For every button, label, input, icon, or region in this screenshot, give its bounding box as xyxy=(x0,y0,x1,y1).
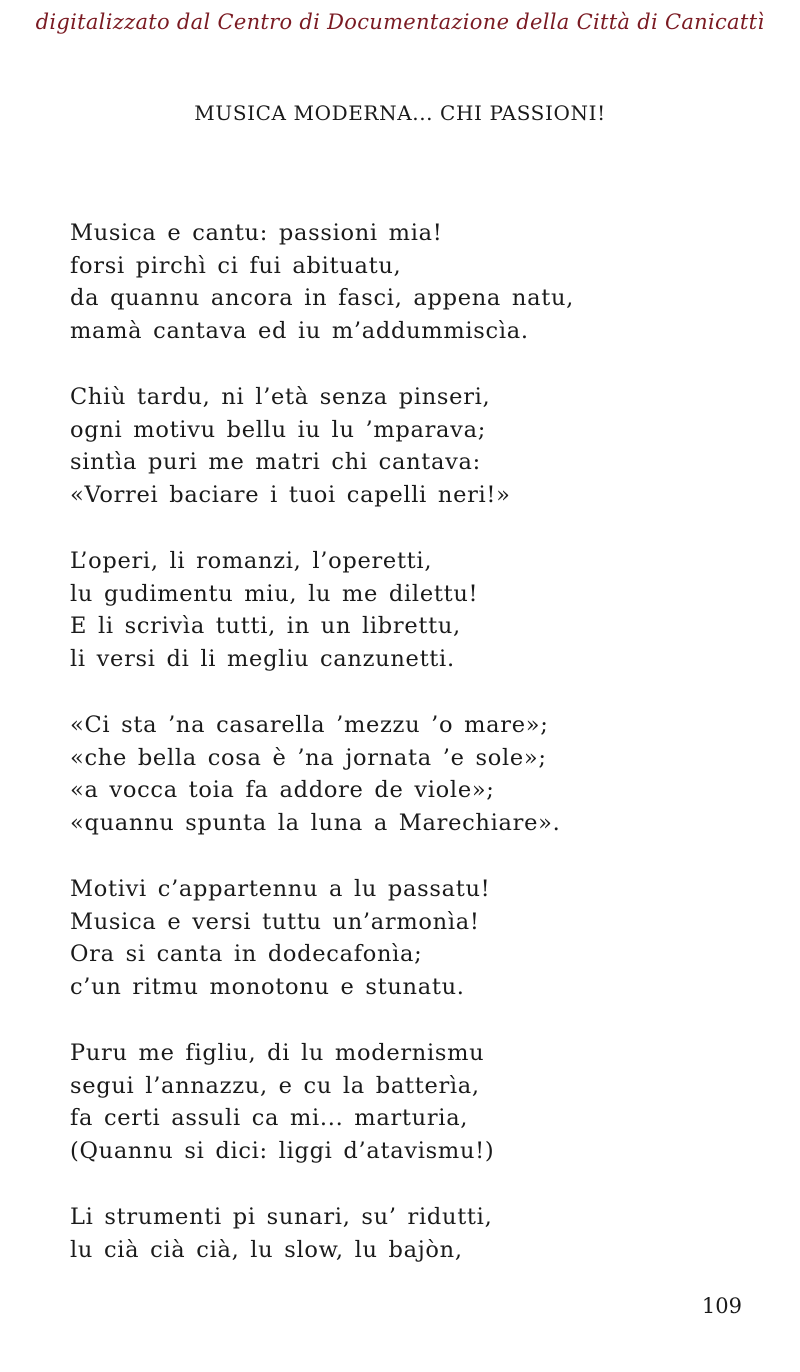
poem-body xyxy=(70,217,750,1300)
verse-line: Li strumenti pi sunari, su’ ridutti, xyxy=(70,1204,493,1230)
poem-title: MUSICA MODERNA... CHI PASSIONI! xyxy=(194,101,606,125)
stanza-7 xyxy=(70,1201,750,1266)
verse-line: Musica e versi tuttu un’armonìa! xyxy=(70,908,480,935)
watermark: digitalizzato dal Centro di Documentazione della Città di Canicattì xyxy=(35,10,765,34)
verse-line: da quannu ancora in fasci, appena natu, xyxy=(70,285,574,311)
verse-line: Puru me figliu, di lu modernismu xyxy=(70,1040,485,1066)
verse-line: c’un ritmu monotonu e stunatu. xyxy=(70,973,465,1000)
stanza-1 xyxy=(70,217,750,347)
verse-line: Chiù tardu, ni l’età senza pinseri, xyxy=(70,384,491,410)
stanza-3 xyxy=(70,545,750,675)
verse-line: lu gudimentu miu, lu me dilettu! xyxy=(70,580,479,607)
stanza-6 xyxy=(70,1037,750,1167)
verse-line: sintìa puri me matri chi cantava: xyxy=(70,449,481,475)
verse-line: fa certi assuli ca mi... marturia, xyxy=(70,1105,469,1131)
verse-line: «quannu spunta la luna a Marechiare». xyxy=(70,809,561,836)
verse-line: ogni motivu bellu iu lu ’mparava; xyxy=(70,416,486,443)
verse-line: li versi di li megliu canzunetti. xyxy=(70,645,455,672)
page-number: 109 xyxy=(701,1294,742,1318)
verse-line: «Vorrei baciare i tuoi capelli neri!» xyxy=(70,481,511,508)
verse-line: «Ci sta ’na casarella ’mezzu ’o mare»; xyxy=(70,712,549,738)
verse-line: «a vocca toia fa addore de viole»; xyxy=(70,777,495,803)
verse-line: (Quannu si dici: liggi d’atavismu!) xyxy=(70,1137,495,1164)
verse-line: lu cià cià cià, lu slow, lu bajòn, xyxy=(70,1236,463,1263)
verse-line: L’operi, li romanzi, l’operetti, xyxy=(70,548,433,574)
stanza-2 xyxy=(70,381,750,511)
verse-line: mamà cantava ed iu m’addummiscìa. xyxy=(70,317,529,344)
verse-line: Motivi c’appartennu a lu passatu! xyxy=(70,876,491,902)
verse-line: E li scrivìa tutti, in un librettu, xyxy=(70,613,461,639)
verse-line: Ora si canta in dodecafonìa; xyxy=(70,941,423,967)
verse-line: Musica e cantu: passioni mia! xyxy=(70,220,443,246)
verse-line: forsi pirchì ci fui abituatu, xyxy=(70,252,402,279)
stanza-4 xyxy=(70,709,750,839)
stanza-5 xyxy=(70,873,750,1003)
verse-line: segui l’annazzu, e cu la batterìa, xyxy=(70,1072,480,1099)
verse-line: «che bella cosa è ’na jornata ’e sole»; xyxy=(70,744,547,771)
